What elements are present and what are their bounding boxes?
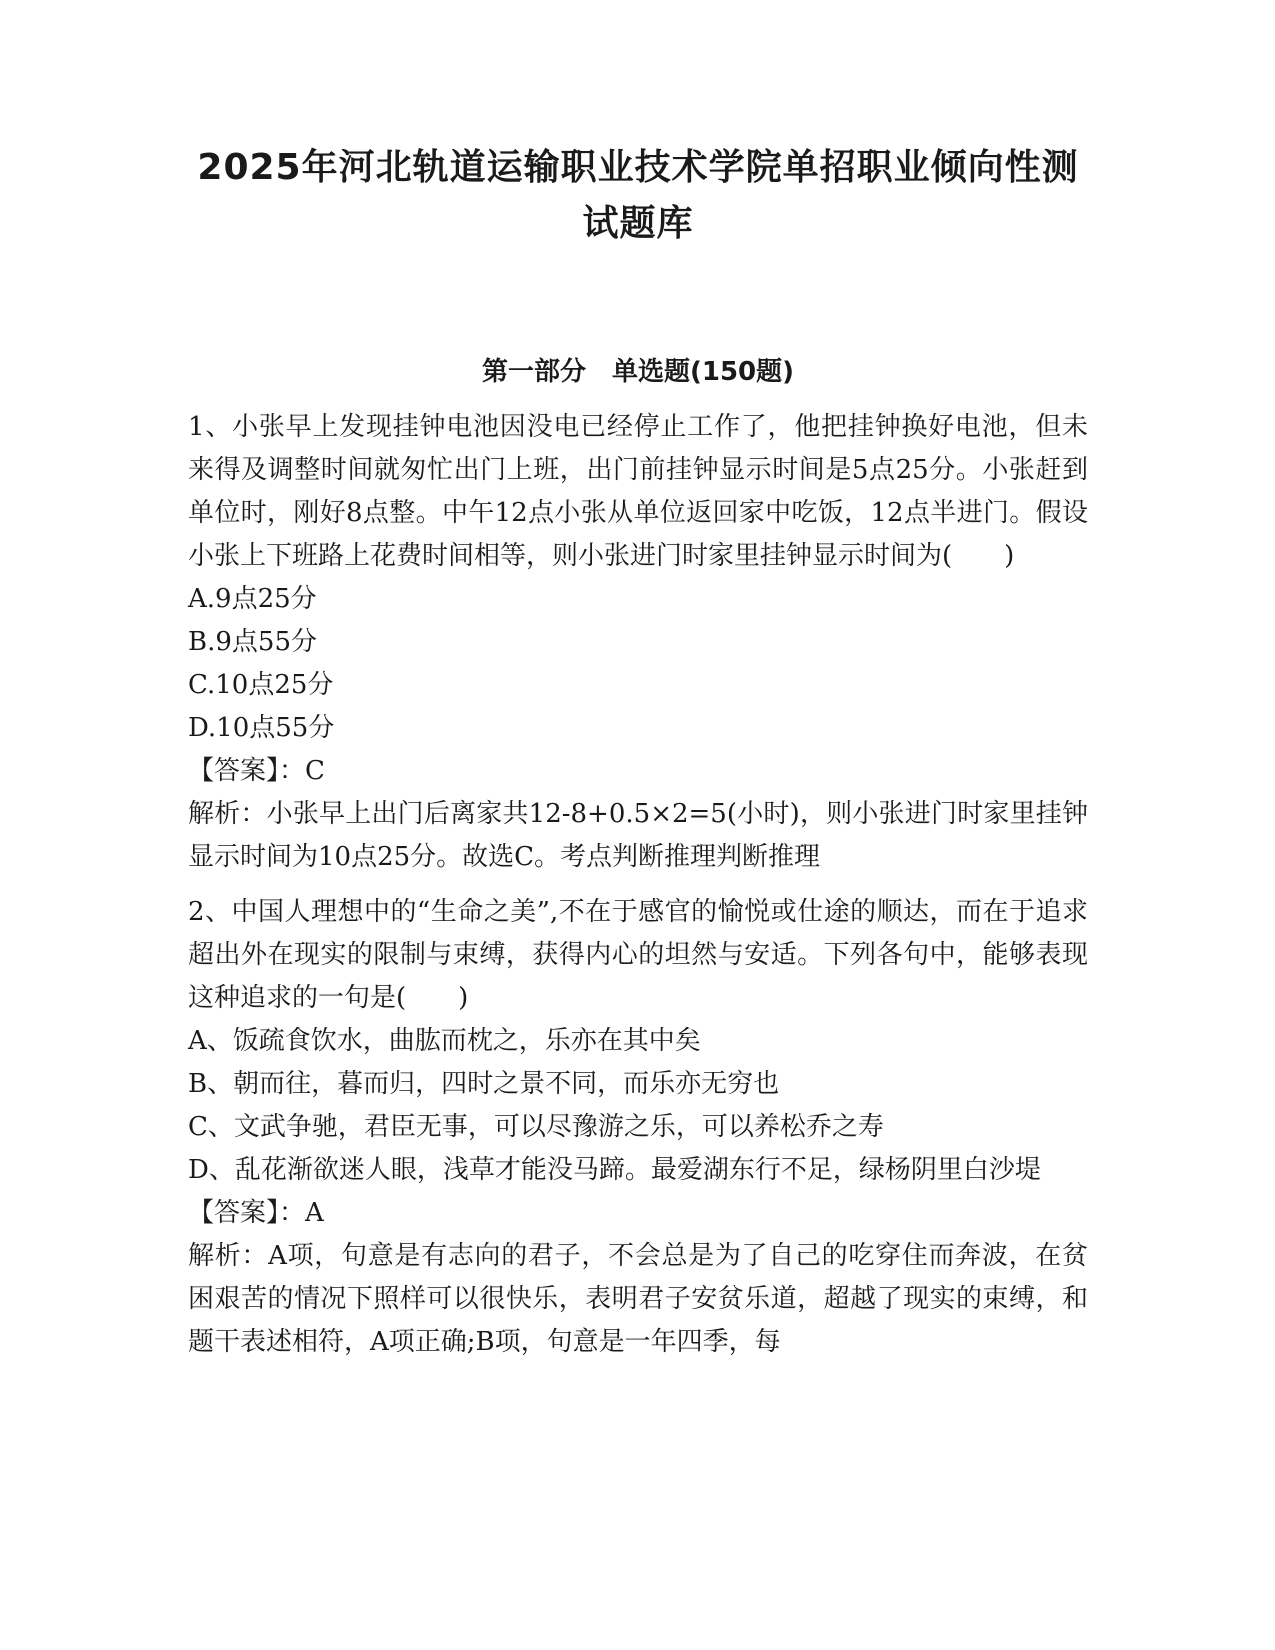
option-c: C.10点25分 [188,670,334,700]
option-d: D、乱花渐欲迷人眼，浅草才能没马蹄。最爱湖东行不足，绿杨阴里白沙堤 [188,1155,1041,1185]
option-a: A、饭疏食饮水，曲肱而枕之，乐亦在其中矣 [188,1026,701,1056]
document-title [188,140,1088,252]
option-a: A.9点25分 [188,584,317,614]
question-1 [188,406,1088,879]
answer: 【答案】：C [188,756,325,786]
section-heading: 第一部分 单选题(150题) [481,357,795,387]
option-b: B.9点55分 [188,627,317,657]
analysis: 解析：小张早上出门后离家共12-8+0.5×2=5(小时)，则小张进门时家里挂钟显示时间为10点25分。故选C。考点判断推理判断推理 [188,799,1088,872]
option-b: B、朝而往，暮而归，四时之景不同，而乐亦无穷也 [188,1069,780,1099]
question-2 [188,891,1088,1364]
option-c: C、文武争驰，君臣无事，可以尽豫游之乐，可以养松乔之寿 [188,1112,884,1142]
question-stem: 2、中国人理想中的“生命之美”,不在于感官的愉悦或仕途的顺达，而在于追求超出外在现实的限制与束缚，获得内心的坦然与安适。下列各句中，能够表现这种追求的一句是( ) [188,897,1088,1013]
option-d: D.10点55分 [188,713,335,743]
question-stem: 1、小张早上发现挂钟电池因没电已经停止工作了，他把挂钟换好电池，但未来得及调整时间就匆忙出门上班，出门前挂钟显示时间是5点25分。小张赶到单位时，刚好8点整。中午12点小张从单位返回家中吃饭，12点半进门。假设小张上下班路上花费时间相等，则小张进门时家里挂钟显示时间为( ) [188,412,1088,571]
document-page [188,140,1088,1364]
answer: 【答案】：A [188,1198,324,1228]
document-title-line2: 试题库 [582,203,694,244]
analysis: 解析：A项，句意是有志向的君子，不会总是为了自己的吃穿住而奔波，在贫困艰苦的情况下照样可以很快乐，表明君子安贫乐道，超越了现实的束缚，和题干表述相符，A项正确;B项，句意是一年四季，每 [188,1241,1088,1357]
document-title-line1: 2025年河北轨道运输职业技术学院单招职业倾向性测 [197,147,1079,188]
